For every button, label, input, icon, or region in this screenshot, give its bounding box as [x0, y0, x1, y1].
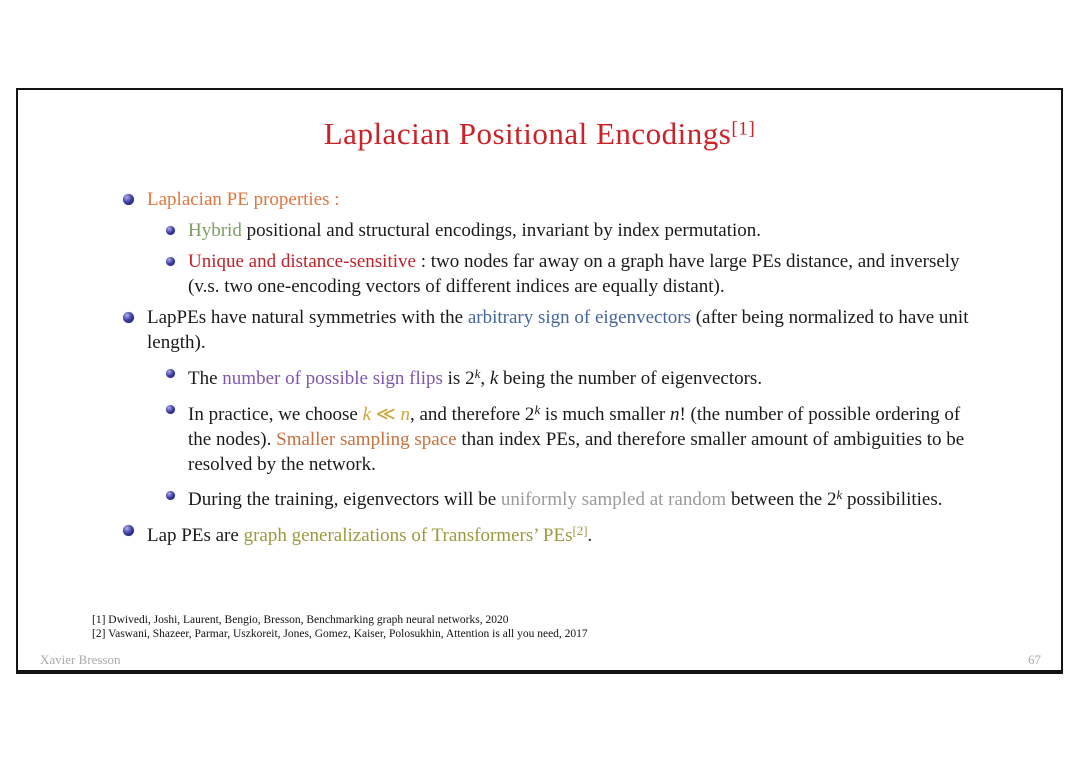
bullet-item: [164, 397, 988, 477]
bullet-text: Unique and distance-sensitive : two nodes far away on a graph have large PEs distance, and inversely (v.s. two one-encoding vectors of different indices are equally distant).: [188, 251, 960, 297]
title-superscript: [1]: [731, 118, 756, 140]
footer-author: Xavier Bresson: [40, 652, 121, 667]
title-text: Laplacian Positional Encodings: [323, 116, 732, 151]
bullet-text: The number of possible sign flips is 2$^k$, k being the number of eigenvectors.: [188, 366, 763, 389]
bullet-icon: [166, 405, 175, 414]
footnote: [1] Dwivedi, Joshi, Laurent, Bengio, Bresson, Benchmarking graph neural networks, 2020: [92, 614, 509, 626]
bullet-item: [123, 305, 995, 355]
bullet-item: [123, 518, 995, 548]
bullet-text: During the training, eigenvectors will be uniformly sampled at random between the 2$^k$ possibilities.: [188, 487, 943, 511]
page-number: 67: [1028, 652, 1041, 667]
bullet-text: Hybrid positional and structural encodings, invariant by index permutation.: [188, 220, 762, 241]
page-title: [18, 116, 1061, 152]
bullet-icon: [166, 369, 175, 378]
bullet-text: Lap PEs are graph generalizations of Transformers’ PEs[2].: [147, 523, 593, 547]
bullet-icon: [166, 226, 175, 235]
footnotes: [92, 613, 588, 641]
bullet-text: LapPEs have natural symmetries with the arbitrary sign of eigenvectors (after being normalized to have unit length).: [147, 307, 969, 353]
bullet-icon: [166, 491, 175, 500]
bullet-list: [18, 187, 1061, 548]
bullet-item: [123, 187, 995, 212]
bullet-item: [164, 249, 988, 299]
footnote: [2] Vaswani, Shazeer, Parmar, Uszkoreit, Jones, Gomez, Kaiser, Polosukhin, Attention is all you need, 2017: [92, 628, 588, 640]
bullet-icon: [123, 194, 134, 205]
bullet-item: [164, 361, 988, 391]
bullet-text: In practice, we choose k ≪ n, and therefore 2$^k$ is much smaller n! (the number of possible ordering of the nodes). Smaller sampling space than index PEs, and therefore smaller amount of ambiguities to be resolved by the network.: [188, 401, 965, 475]
slide-frame: [16, 88, 1063, 674]
bullet-icon: [123, 312, 134, 323]
bullet-item: [164, 218, 988, 243]
bullet-item: [164, 483, 988, 513]
bullet-text: Laplacian PE properties :: [147, 189, 340, 210]
bullet-icon: [123, 525, 134, 536]
bullet-icon: [166, 257, 175, 266]
